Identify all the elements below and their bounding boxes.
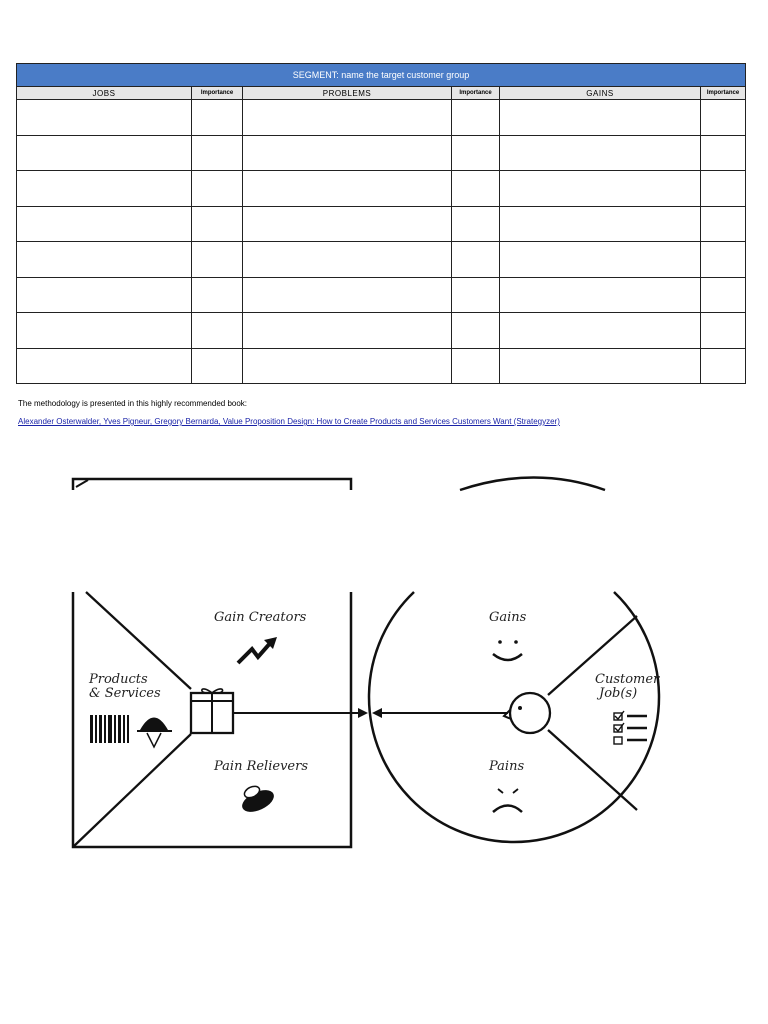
value-map — [73, 592, 368, 847]
pill-icon — [239, 784, 277, 816]
customer-profile-table — [16, 63, 745, 384]
table-cell[interactable] — [243, 171, 452, 207]
table-cell[interactable] — [701, 171, 746, 207]
table-body — [17, 100, 746, 384]
table-cell[interactable] — [17, 313, 192, 349]
gain-creators-label: Gain Creators — [214, 610, 307, 625]
cloche-icon — [137, 718, 172, 748]
table-cell[interactable] — [192, 348, 243, 384]
table-cell[interactable] — [17, 171, 192, 207]
value-proposition-canvas — [0, 465, 768, 865]
book-link[interactable]: Alexander Osterwalder, Yves Pigneur, Gregory Bernarda, Value Proposition Design: How to Create Products and Services Customers Want (Strategyzer) — [18, 417, 560, 426]
table-cell[interactable] — [452, 171, 500, 207]
problems-importance-header: Importance — [452, 87, 500, 100]
jobs-importance-header: Importance — [192, 87, 243, 100]
table-cell[interactable] — [192, 100, 243, 136]
barcode-icon — [90, 715, 129, 743]
pains-label: Pains — [489, 759, 525, 774]
table-row — [17, 242, 746, 278]
checklist-icon — [614, 711, 647, 744]
table-cell[interactable] — [701, 100, 746, 136]
table-cell[interactable] — [17, 135, 192, 171]
table-cell[interactable] — [243, 313, 452, 349]
gains-importance-header: Importance — [701, 87, 746, 100]
table-cell[interactable] — [192, 277, 243, 313]
table-cell[interactable] — [500, 313, 701, 349]
table-cell[interactable] — [452, 100, 500, 136]
table-cell[interactable] — [243, 277, 452, 313]
table-cell[interactable] — [701, 242, 746, 278]
canvas-top-fragment — [73, 478, 605, 491]
customer-face-icon — [510, 693, 550, 733]
customer-jobs-label-line2: Job(s) — [599, 686, 638, 701]
table-cell[interactable] — [192, 242, 243, 278]
table-cell[interactable] — [17, 206, 192, 242]
table-cell[interactable] — [500, 277, 701, 313]
table-cell[interactable] — [452, 135, 500, 171]
table-cell[interactable] — [500, 135, 701, 171]
table-row — [17, 171, 746, 207]
table-cell[interactable] — [452, 313, 500, 349]
table-row — [17, 135, 746, 171]
products-services-label-line2: & Services — [89, 686, 161, 701]
table-cell[interactable] — [500, 100, 701, 136]
frown-icon — [493, 789, 522, 812]
table-cell[interactable] — [17, 277, 192, 313]
table-cell[interactable] — [452, 277, 500, 313]
arrow-left-icon — [372, 708, 382, 718]
table-cell[interactable] — [701, 277, 746, 313]
table-cell[interactable] — [500, 171, 701, 207]
table-row — [17, 206, 746, 242]
table-cell[interactable] — [701, 313, 746, 349]
table-cell[interactable] — [500, 242, 701, 278]
table-cell[interactable] — [701, 206, 746, 242]
table-row — [17, 348, 746, 384]
gains-column-header: GAINS — [500, 87, 701, 100]
pain-relievers-label: Pain Relievers — [214, 759, 308, 774]
table-cell[interactable] — [243, 206, 452, 242]
table-cell[interactable] — [243, 100, 452, 136]
gains-label: Gains — [489, 610, 527, 625]
table-cell[interactable] — [192, 135, 243, 171]
problems-column-header: PROBLEMS — [243, 87, 452, 100]
jobs-column-header: JOBS — [17, 87, 192, 100]
table-cell[interactable] — [701, 348, 746, 384]
table-cell[interactable] — [17, 348, 192, 384]
table-row — [17, 100, 746, 136]
table-cell[interactable] — [243, 348, 452, 384]
table-cell[interactable] — [500, 348, 701, 384]
table-cell[interactable] — [500, 206, 701, 242]
table-cell[interactable] — [192, 206, 243, 242]
table-row — [17, 313, 746, 349]
table-cell[interactable] — [452, 242, 500, 278]
smile-icon — [493, 640, 522, 660]
arrow-right-icon — [358, 708, 368, 718]
table-cell[interactable] — [17, 100, 192, 136]
table-cell[interactable] — [452, 348, 500, 384]
segment-header[interactable]: SEGMENT: name the target customer group — [17, 64, 746, 87]
table-cell[interactable] — [17, 242, 192, 278]
segment-table — [16, 63, 746, 384]
table-cell[interactable] — [243, 242, 452, 278]
customer-jobs-label-line1: Customer — [595, 672, 660, 687]
table-cell[interactable] — [452, 206, 500, 242]
table-cell[interactable] — [243, 135, 452, 171]
products-services-label-line1: Products — [89, 672, 148, 687]
table-cell[interactable] — [701, 135, 746, 171]
methodology-note: The methodology is presented in this highly recommended book: — [18, 399, 248, 408]
trend-up-icon — [238, 637, 277, 663]
table-cell[interactable] — [192, 313, 243, 349]
table-row — [17, 277, 746, 313]
table-cell[interactable] — [192, 171, 243, 207]
